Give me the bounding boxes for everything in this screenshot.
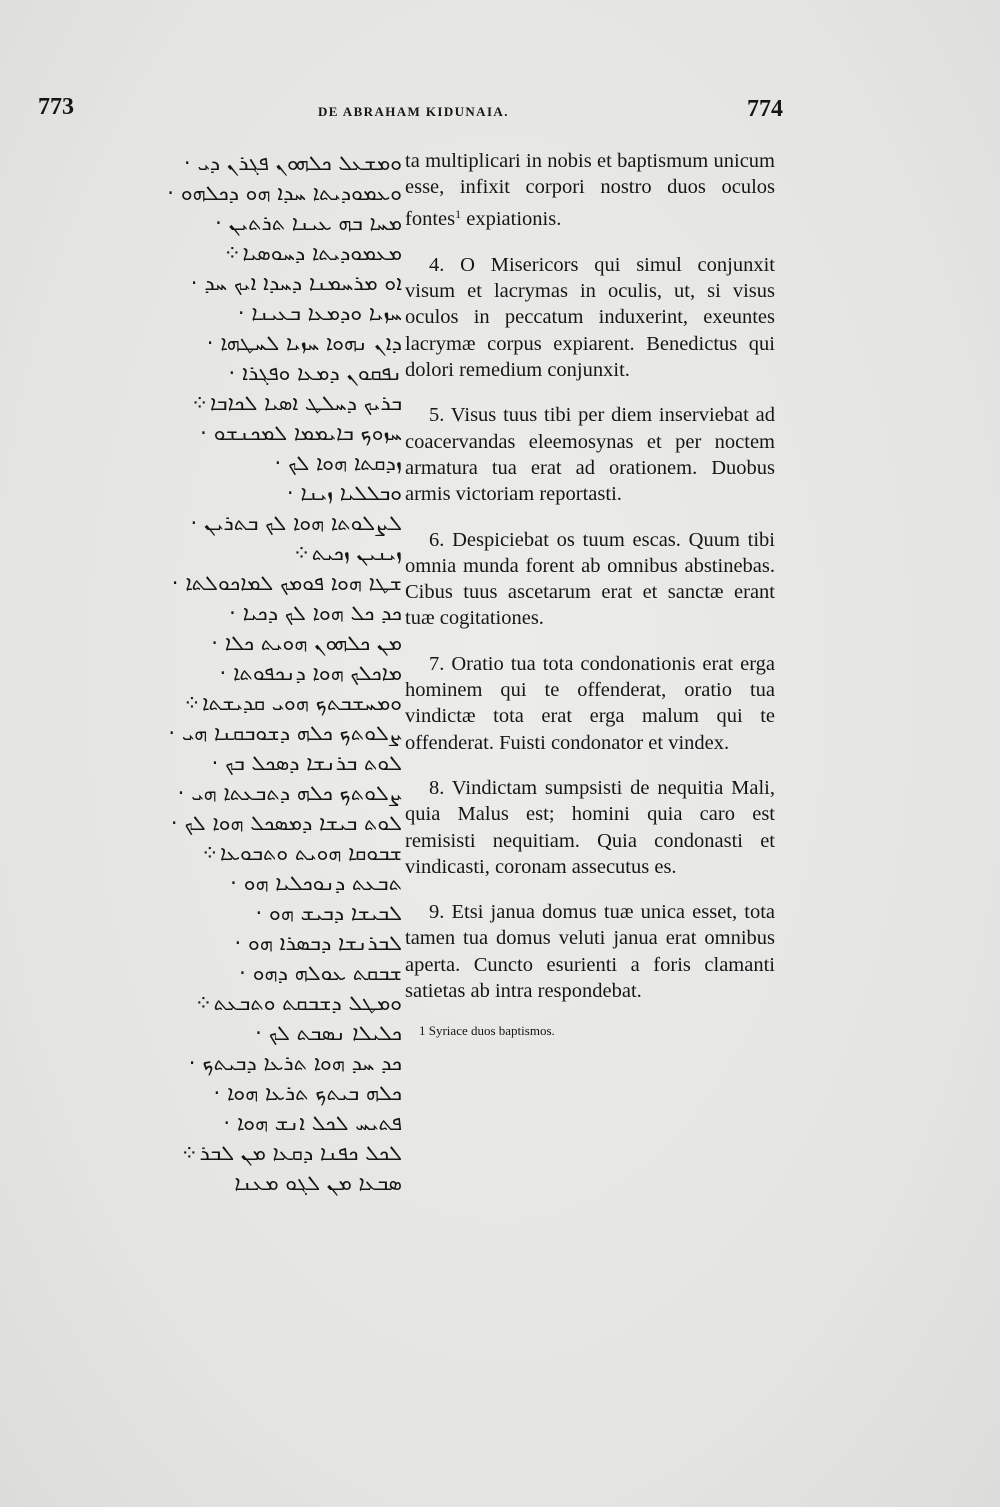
footnote: 1 Syriace duos baptismos.: [419, 1023, 555, 1039]
syriac-punctuation: ⁘: [194, 991, 213, 1015]
page-number-left: 773: [38, 94, 74, 120]
syriac-punctuation: ·: [211, 751, 219, 775]
syriac-punctuation: ·: [183, 151, 192, 175]
syriac-line: [80, 1018, 402, 1048]
syriac-punctuation: ·: [228, 361, 236, 385]
syriac-line: [80, 628, 402, 658]
syriac-line: [80, 1168, 402, 1198]
syriac-line-text: ܢܦܩܘܢ ܕܡܥܐ ܘܦܓܪܐ: [242, 361, 402, 385]
paragraph-6: 6. Despiciebat os tuum escas. Quum tibi omnia munda forent ab omnibus abstinebas. Cibus tuus ascetarum erat et sanctæ erant tuæ cogitationes.: [405, 528, 775, 630]
syriac-line-text: ܠܒܪܢܫܐ ܕܒܣܪܐ ܗܘ: [248, 931, 402, 955]
syriac-punctuation: ·: [170, 811, 179, 835]
syriac-line: [80, 238, 402, 268]
syriac-line-text: ܫܛܐ ܗܘܐ ܦܘܡܟ ܠܡܐܟܘܠܬܐ: [185, 571, 402, 595]
syriac-punctuation: ·: [200, 421, 208, 445]
syriac-line-text: ܠܘܬ ܒܪܢܫܐ ܕܣܟܠ ܒܟ: [225, 751, 402, 775]
syriac-line-text: ܟܠܝܠܐ ܢܣܒܬ ܠܟ: [268, 1021, 402, 1045]
syriac-line-text: ܡܐܟܠܟ ܗܘܐ ܕܢܟܦܘܬܐ: [233, 661, 402, 685]
syriac-punctuation: ·: [167, 181, 175, 205]
syriac-line: [80, 808, 402, 838]
syriac-line-text: ܐܘ ܡܪܚܡܢܐ ܕܚܕܐ ܐܝܟ ܚܕ: [204, 271, 402, 295]
paragraph-continuation: ta multiplicari in nobis et baptismum unicum esse, infixit corpori nostro duos oculos fontes$^1$ expiationis.: [405, 150, 775, 230]
syriac-line-text: ܣܒܥܐ ܡܢ ܠܓܘ ܡܥܢܐ: [234, 1171, 402, 1195]
syriac-punctuation: ·: [255, 901, 263, 925]
syriac-line-text: ܙܝܢܝܢ ܙܟܝܬ: [311, 541, 402, 565]
syriac-punctuation: ·: [215, 211, 223, 235]
paragraph-7: 7. Oratio tua tota condonationis erat erga hominem qui te offenderat, oratio tua vindictæ tota erat erga malum qui te offenderat. Fuisti condonator et vindex.: [405, 652, 775, 754]
syriac-punctuation: ·: [223, 1111, 231, 1135]
syriac-punctuation: ·: [168, 721, 176, 745]
syriac-line: [80, 868, 402, 898]
syriac-punctuation: ·: [230, 871, 238, 895]
syriac-line-text: ܡܥܡܘܕܝܬܐ ܕܚܘܣܝܐ: [242, 241, 402, 265]
syriac-line-text: ܠܟܠ ܟܦܢܐ ܕܩܥܐ ܡܢ ܠܒܪ: [199, 1141, 402, 1165]
syriac-line: [80, 1048, 402, 1078]
syriac-line-text: ܬܒܥܬ ܕܢܘܟܠܝܐ ܗܘ: [243, 871, 402, 895]
latin-text-column: [405, 148, 775, 1039]
syriac-line: [80, 928, 402, 958]
syriac-line: [80, 568, 402, 598]
syriac-line-text: ܘܡܫܥܠ ܟܠܗܘܢ ܦܓܪܢ ܕܝ: [197, 151, 402, 175]
syriac-line: [80, 658, 402, 688]
syriac-line-text: ܠܨܠܘܬܐ ܗܘܐ ܠܟ ܒܬܪܝܢ: [204, 511, 402, 535]
syriac-line-text: ܫܒܩܬ ܥܘܠܗ ܕܗܘ: [252, 961, 402, 985]
syriac-punctuation: ·: [211, 631, 219, 655]
syriac-line-text: ܟܕ ܚܕ ܗܘܐ ܬܪܥܐ ܕܒܝܬܟ: [202, 1051, 402, 1075]
paragraph-5: 5. Visus tuus tibi per diem inserviebat ad coacervandas eleemosynas et per noctem armatura tua erat ad orationem. Duobus armis victoriam reportasti.: [405, 404, 775, 506]
syriac-line: [80, 418, 402, 448]
syriac-line: [80, 1078, 402, 1108]
syriac-line: [80, 388, 402, 418]
syriac-line-text: ܒܪܝܟ ܕܚܠܛ ܐܣܝܐ ܠܟܐܒܐ: [209, 391, 402, 415]
syriac-line-text: ܡܢ ܟܠܗܘܢ ܗܘܝܬ ܟܠܐ: [224, 631, 402, 655]
syriac-line-text: ܘܒܠܠܝܐ ܙܝܢܐ: [300, 481, 402, 505]
syriac-punctuation: ·: [188, 1051, 196, 1075]
syriac-line: [80, 178, 402, 208]
syriac-line: [80, 328, 402, 358]
syriac-line-text: ܚܙܝܐ ܘܕܡܥܐ ܒܥܝܢܐ: [251, 301, 402, 325]
syriac-line-text: ܕܐܢ ܢܗܘܐ ܚܙܝܐ ܠܚܛܗܐ: [220, 331, 402, 355]
syriac-line: [80, 688, 402, 718]
syriac-line: [80, 1138, 402, 1168]
syriac-punctuation: ·: [286, 481, 295, 505]
syriac-punctuation: ·: [190, 271, 198, 295]
syriac-line: [80, 1108, 402, 1138]
syriac-punctuation: ⁘: [200, 841, 220, 865]
syriac-punctuation: ·: [234, 931, 242, 955]
syriac-punctuation: ·: [171, 571, 179, 595]
syriac-line: [80, 538, 402, 568]
syriac-punctuation: ⁘: [292, 541, 311, 565]
syriac-line-text: ܟܠܗ ܒܝܬܟ ܬܪܥܐ ܗܘܐ: [227, 1081, 402, 1105]
syriac-line-text: ܡܚܐ ܒܗ ܥܝܢܐ ܬܪܬܝܢ: [228, 211, 402, 235]
page-header: [38, 94, 783, 130]
syriac-punctuation: ⁘: [190, 391, 210, 415]
syriac-line: [80, 898, 402, 928]
syriac-line-text: ܨܠܘܬܟ ܟܠܗ ܕܫܘܒܩܢܐ ܗܝ: [181, 721, 402, 745]
syriac-line: [80, 718, 402, 748]
syriac-line: [80, 448, 402, 478]
syriac-line-text: ܫܒܘܩܐ ܗܘܝܬ ܘܬܒܘܥܐ: [220, 841, 402, 865]
syriac-punctuation: ·: [219, 661, 227, 685]
syriac-punctuation: ·: [229, 601, 237, 625]
syriac-punctuation: ·: [239, 961, 247, 985]
syriac-punctuation: ·: [213, 1081, 221, 1105]
syriac-line: [80, 838, 402, 868]
syriac-punctuation: ·: [237, 301, 246, 325]
syriac-line: [80, 988, 402, 1018]
page-number-right: 774: [747, 96, 783, 122]
syriac-line: [80, 958, 402, 988]
syriac-line: [80, 358, 402, 388]
syriac-punctuation: ·: [274, 451, 282, 475]
syriac-line-text: ܠܒܝܫܐ ܕܒܝܫ ܗܘ: [269, 901, 402, 925]
syriac-line: [80, 478, 402, 508]
syriac-punctuation: ·: [190, 511, 198, 535]
syriac-punctuation: ·: [177, 781, 185, 805]
syriac-line: [80, 148, 402, 178]
syriac-line-text: ܟܕ ܟܠ ܗܘܐ ܠܟ ܕܟܝܐ: [242, 601, 402, 625]
syriac-line-text: ܙܕܩܬܐ ܗܘܐ ܠܟ: [288, 451, 402, 475]
syriac-line-text: ܘܡܛܠ ܕܫܒܩܬ ܘܬܒܥܬ: [213, 991, 402, 1015]
syriac-line: [80, 208, 402, 238]
syriac-line-text: ܘܡܚܫܒܬܟ ܗܘܝ ܩܕܝܫܬܐ: [202, 691, 402, 715]
syriac-line-text: ܠܘܬ ܒܝܫܐ ܕܡܣܟܠ ܗܘܐ ܠܟ: [184, 811, 402, 835]
syriac-text-column: [80, 148, 402, 1278]
syriac-punctuation: ·: [206, 331, 214, 355]
syriac-line: [80, 778, 402, 808]
syriac-line: [80, 298, 402, 328]
paragraph-8: 8. Vindictam sumpsisti de nequitia Mali, quia Malus est; homini quia caro est remisisti nequitiam. Quia condonasti et vindicasti, coronam assecutus es.: [405, 776, 775, 878]
running-title: DE ABRAHAM KIDUNAIA.: [318, 104, 509, 119]
syriac-line: [80, 748, 402, 778]
syriac-punctuation: ⁘: [183, 691, 202, 715]
footnote-marker: 1: [455, 206, 462, 221]
syriac-line-text: ܚܙܘܟ ܒܐܝܡܡܐ ܠܡܟܢܫܘ: [213, 421, 402, 445]
paragraph-9: 9. Etsi janua domus tuæ unica esset, tota tamen tua domus veluti janua erat omnibus aperta. Cuncto esurienti a foris clamanti satietas ab intra respondebat.: [405, 901, 775, 1003]
syriac-line: [80, 598, 402, 628]
syriac-line: [80, 508, 402, 538]
syriac-punctuation: ⁘: [180, 1141, 199, 1165]
syriac-line-text: ܨܠܘܬܟ ܟܠܗ ܕܬܒܥܬܐ ܗܝ: [191, 781, 402, 805]
syriac-punctuation: ⁘: [223, 241, 242, 265]
syriac-line: [80, 268, 402, 298]
syriac-line-text: ܦܬܝܚ ܠܟܠ ܐܢܫ ܗܘܐ: [236, 1111, 402, 1135]
syriac-punctuation: ·: [255, 1021, 263, 1045]
syriac-line-text: ܘܥܡܘܕܝܬܐ ܚܕܐ ܗܘ ܕܟܠܗܘ: [180, 181, 402, 205]
paragraph-4: 4. O Misericors qui simul conjunxit visum et lacrymas in oculis, ut, si visus oculos in peccatum induxerint, exeuntes lacrymæ corpus expiarent. Benedictus qui dolori remedium conjunxit.: [405, 253, 775, 382]
